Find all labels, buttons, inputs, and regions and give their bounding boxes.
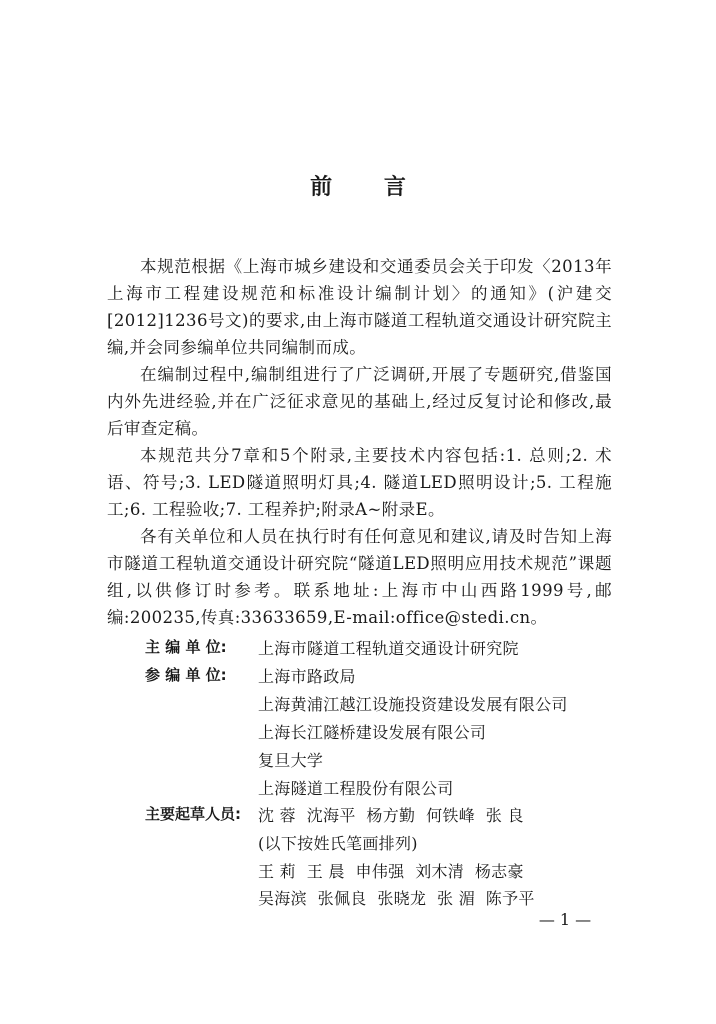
drafters-note: (以下按姓氏笔画排列)	[258, 834, 418, 853]
chief-editor-label: 主 编 单 位:	[145, 638, 227, 656]
preface-body	[107, 253, 612, 631]
drafter-names: 吴海滨 张佩良 张晓龙 张 湄 陈予平	[258, 889, 535, 908]
chief-editor-value: 上海市隧道工程轨道交通设计研究院	[258, 639, 519, 658]
participant-unit: 上海长江隧桥建设发展有限公司	[258, 723, 487, 742]
drafters-row	[145, 803, 524, 826]
participant-unit: 上海隧道工程股份有限公司	[258, 779, 454, 798]
participant-unit: 复旦大学	[258, 751, 324, 770]
participant-unit: 上海黄浦江越江设施投资建设发展有限公司	[258, 695, 568, 714]
participant-unit: 上海市路政局	[258, 667, 356, 686]
participants-label: 参 编 单 位:	[145, 666, 227, 684]
participants-row	[145, 664, 356, 687]
drafters-label: 主要起草人员:	[145, 805, 241, 823]
paragraph-source: 本规范根据《上海市城乡建设和交通委员会关于印发〈2013年上海市工程建设规范和标准设计编制计划〉的通知》(沪建交[2012]1236号文)的要求,由上海市隧道工程轨道交通设计研究院主编,并会同参编单位共同编制而成。	[107, 257, 612, 357]
page-title: 前 言	[310, 175, 428, 200]
paragraph-process: 在编制过程中,编制组进行了广泛调研,开展了专题研究,借鉴国内外先进经验,并在广泛征求意见的基础上,经过反复讨论和修改,最后审查定稿。	[107, 365, 612, 438]
drafter-names: 沈 蓉 沈海平 杨方勤 何铁峰 张 良	[258, 806, 524, 825]
chief-editor-row	[145, 636, 519, 659]
drafter-names: 王 莉 王 晨 申伟强 刘木清 杨志豪	[258, 862, 524, 881]
page-number: — 1 —	[538, 910, 592, 929]
paragraph-feedback: 各有关单位和人员在执行时有任何意见和建议,请及时告知上海市隧道工程轨道交通设计研究院“隧道LED照明应用技术规范”课题组,以供修订时参考。联系地址:上海市中山西路1999号,邮编:200235,传真:33633659,E-mail:office@stedi.cn。	[107, 527, 612, 627]
paragraph-contents: 本规范共分7章和5个附录,主要技术内容包括:1. 总则;2. 术语、符号;3. LED隧道照明灯具;4. 隧道LED照明设计;5. 工程施工;6. 工程验收;7. 工程养护;附录A~附录E。	[107, 446, 612, 519]
